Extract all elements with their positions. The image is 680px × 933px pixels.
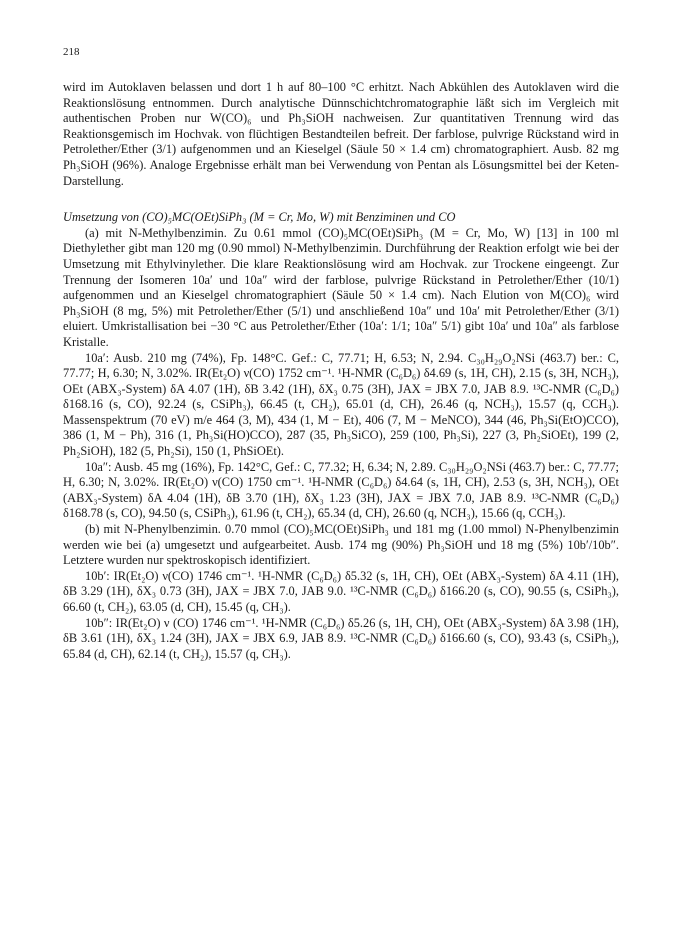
paragraph-10b-prime: 10b′: IR(Et₂O) ν(CO) 1746 cm⁻¹. ¹H-NMR (C₆D₆) δ5.32 (s, 1H, CH), OEt (ABX₃-System) δA 4.11 (1H), δB 3.29 (1H), δX₃ 0.73 (3H), JAX = JBX 7.0, JAB 9.0. ¹³C-NMR (C₆D₆) δ166.20 (s, CO), 90.55 (s, CSiPh₃), 66.60 (t, CH₂), 63.05 (d, CH), 15.45 (q, CH₃). <box>63 568 619 614</box>
page-number: 218 <box>63 46 80 58</box>
paragraph-10a-double-prime: 10a″: Ausb. 45 mg (16%), Fp. 142°C, Gef.: C, 77.32; H, 6.34; N, 2.89. C₃₀H₂₉O₂NSi (463.7) ber.: C, 77.77; H, 6.30; N, 3.02%. IR(Et₂O) ν(CO) 1750 cm⁻¹. ¹H-NMR (C₆D₆) δ4.64 (s, 1H, CH), 2.53 (s, 3H, NCH₃), OEt (ABX₃-System) δA 4.04 (1H), δB 3.70 (1H), δX₃ 1.23 (3H), JAX = JBX 7.0, JAB 8.9. ¹³C-NMR (C₆D₆) δ168.78 (s, CO), 94.50 (s, CSiPh₃), 61.96 (t, CH₂), 65.34 (d, CH), 26.60 (q, NCH₃), 15.66 (q, CCH₃). <box>63 459 619 521</box>
paragraph-methylbenzimin: (a) mit N-Methylbenzimin. Zu 0.61 mmol (CO)₅MC(OEt)SiPh₃ (M = Cr, Mo, W) [13] in 100 ml Diethylether gibt man 120 mg (0.90 mmol) N-Methylbenzimin. Durchführung der Reaktion erfolgt wie bei der Umsetzung mit Ethylvinylether. Die klare Reaktionslösung wird am Hochvak. zur Trockene eingeengt. Zur Trennung der Isomeren 10a′ und 10a″ wird der farblose, pulvrige Rückstand in Petrolether/Ether (10/1) aufgenommen und an Kieselgel chromatographiert (Säule 50 × 1.4 cm). Nach Elution von M(CO)₆ wird Ph₃SiOH (8 mg, 5%) mit Petrolether/Ether (5/1) und anschließend 10a″ und 10a′ mit Petrolether/Ether (3/1) eluiert. Umkristallisation bei −30 °C aus Petrolether/Ether (10a′: 1/1; 10a″ 5/1) gibt 10a′ und 10a″ als farblose Kristalle. <box>63 225 619 349</box>
paragraph-autoklav: wird im Autoklaven belassen und dort 1 h auf 80–100 °C erhitzt. Nach Abkühlen des Autoklaven wird die Reaktionslösung entnommen. Durch analytische Dünnschichtchromatographie läßt sich im Vergleich mit authentischen Proben nur W(CO)₆ und Ph₃SiOH nachweisen. Zur quantitativen Trennung wird das Reaktionsgemisch im Hochvak. von flüchtigen Bestandteilen befreit. Der farblose, pulvrige Rückstand wird in Petrolether/Ether (3/1) aufgenommen und an Kieselgel (Säule 50 × 1.4 cm) chromatographiert. Ausb. 82 mg Ph₃SiOH (96%). Analoge Ergebnisse erhält man bei Verwendung von Pentan als Lösungsmittel bei der Keten-Darstellung. <box>63 80 619 188</box>
body-text <box>63 80 619 662</box>
paragraph-10a-prime: 10a′: Ausb. 210 mg (74%), Fp. 148°C. Gef.: C, 77.71; H, 6.53; N, 2.94. C₃₀H₂₉O₂NSi (463.7) ber.: C, 77.77; H, 6.30; N, 3.02%. IR(Et₂O) ν(CO) 1752 cm⁻¹. ¹H-NMR (C₆D₆) δ4.69 (s, 1H, CH), 2.15 (s, 3H, NCH₃), OEt (ABX₃-System) δA 4.07 (1H), δB 3.42 (1H), δX₃ 0.75 (3H), JAX = JBX 7.0, JAB 8.9. ¹³C-NMR (C₆D₆) δ168.16 (s, CO), 92.24 (s, CSiPh₃), 66.45 (t, CH₂), 65.01 (d, CH), 26.46 (q, NCH₃), 15.57 (q, CCH₃). Massenspektrum (70 eV) m/e 464 (3, M), 434 (1, M − Et), 406 (7, M − MeNCO), 344 (46, Ph₃Si(EtO)CCO), 386 (1, M − Ph), 316 (1, Ph₃Si(HO)CCO), 287 (35, Ph₃SiCO), 259 (100, Ph₃Si), 227 (3, Ph₂SiOEt), 199 (2, Ph₂SiOH), 182 (5, Ph₂Si), 150 (1, PhSiOEt). <box>63 350 619 459</box>
paragraph-10b-double-prime: 10b″: IR(Et₂O) ν (CO) 1746 cm⁻¹. ¹H-NMR (C₆D₆) δ5.26 (s, 1H, CH), OEt (ABX₃-System) δA 3.98 (1H), δB 3.61 (1H), δX₃ 1.24 (3H), JAX = JBX 6.9, JAB 8.9. ¹³C-NMR (C₆D₆) δ166.60 (s, CO), 93.43 (s, CSiPh₃), 65.84 (d, CH), 62.14 (t, CH₂), 15.57 (q, CH₃). <box>63 615 619 661</box>
section-heading: Umsetzung von (CO)₅MC(OEt)SiPh₃ (M = Cr, Mo, W) mit Benziminen und CO <box>63 210 456 225</box>
paragraph-phenylbenzimin: (b) mit N-Phenylbenzimin. 0.70 mmol (CO)₅MC(OEt)SiPh₃ und 181 mg (1.00 mmol) N-Phenylbenzimin werden wie bei (a) umgesetzt und aufgearbeitet. Ausb. 174 mg (90%) Ph₃SiOH und 18 mg (5%) 10b′/10b″. Letztere wurden nur spektroskopisch identifiziert. <box>63 522 619 568</box>
